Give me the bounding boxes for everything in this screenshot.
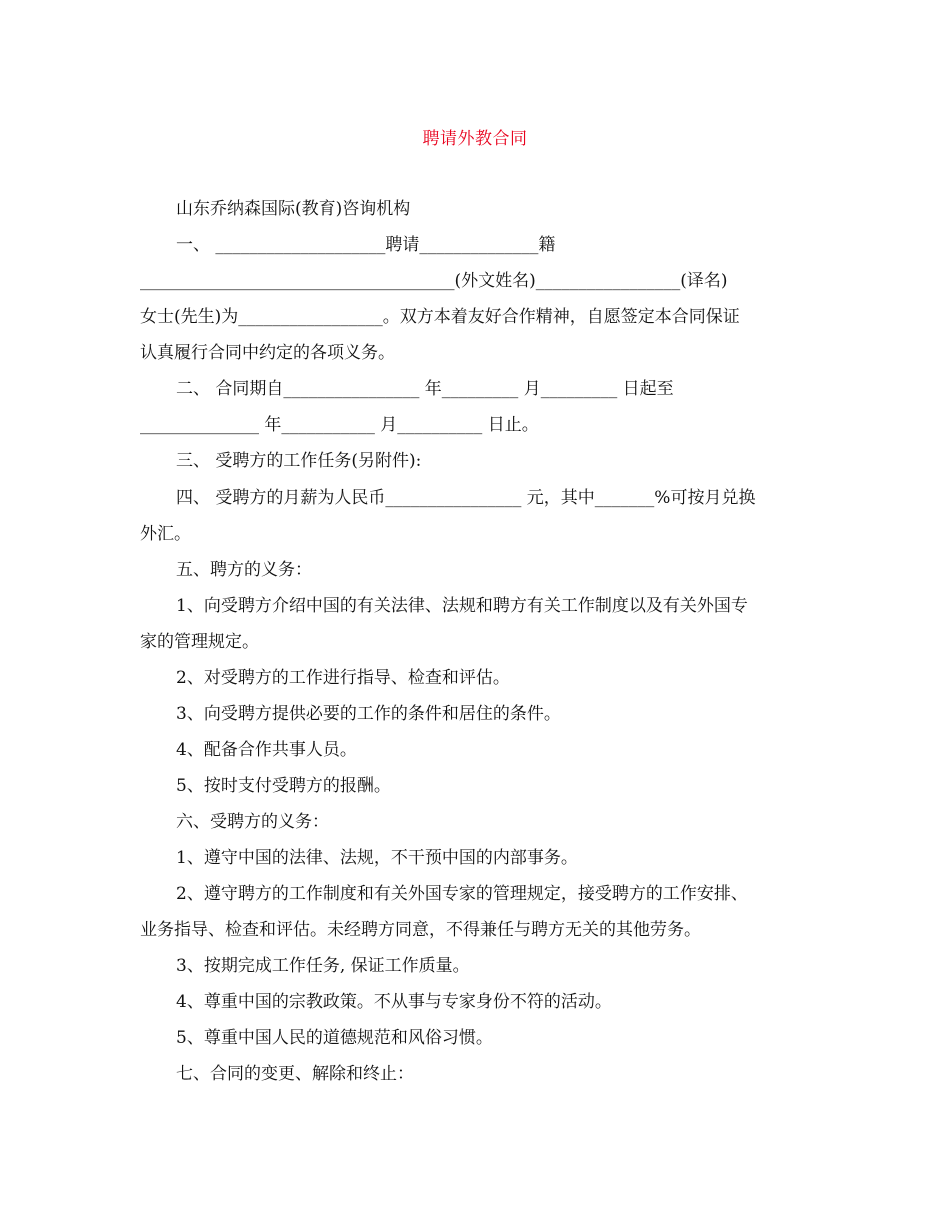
section-7-heading: 七、合同的变更、解除和终止： bbox=[176, 1064, 414, 1084]
section-5-item-5: 5、按时支付受聘方的报酬。 bbox=[176, 776, 391, 796]
clause-1-line-1: 一、 ____________________聘请______________籍 bbox=[176, 235, 556, 255]
section-6-item-2-line-2: 业务指导、检查和评估。未经聘方同意，不得兼任与聘方无关的其他劳务。 bbox=[140, 920, 701, 940]
clause-2-line-2: ______________ 年___________ 月__________ 日止。 bbox=[140, 415, 539, 435]
section-6-item-5: 5、尊重中国人民的道德规范和风俗习惯。 bbox=[176, 1028, 493, 1048]
section-5-item-3: 3、向受聘方提供必要的工作的条件和居住的条件。 bbox=[176, 704, 561, 724]
org-name: 山东乔纳森国际(教育)咨询机构 bbox=[176, 199, 411, 219]
section-6-item-4: 4、尊重中国的宗教政策。不从事与专家身份不符的活动。 bbox=[176, 992, 612, 1012]
section-5-item-1-line-2: 家的管理规定。 bbox=[140, 632, 259, 652]
section-5-item-4: 4、配备合作共事人员。 bbox=[176, 740, 357, 760]
clause-3: 三、 受聘方的工作任务(另附件): bbox=[176, 451, 422, 471]
clause-4-line-2: 外汇。 bbox=[140, 524, 191, 544]
clause-2-line-1: 二、 合同期自________________ 年_________ 月_________ 日起至 bbox=[176, 379, 674, 399]
clause-1-line-2: _____________________________________(外文姓名)_________________(译名) bbox=[140, 271, 728, 291]
section-6-item-3: 3、按期完成工作任务, 保证工作质量。 bbox=[176, 956, 470, 976]
section-6-heading: 六、受聘方的义务： bbox=[176, 812, 329, 832]
document-title: 聘请外教合同 bbox=[422, 129, 528, 149]
clause-1-line-3: 女士(先生)为_________________。双方本着友好合作精神，自愿签定本合同保证 bbox=[140, 307, 740, 327]
section-6-item-2-line-1: 2、遵守聘方的工作制度和有关外国专家的管理规定，接受聘方的工作安排、 bbox=[176, 884, 748, 904]
clause-4-line-1: 四、 受聘方的月薪为人民币________________ 元，其中_______%可按月兑换 bbox=[176, 488, 756, 508]
section-5-heading: 五、聘方的义务： bbox=[176, 560, 312, 580]
section-6-item-1: 1、遵守中国的法律、法规，不干预中国的内部事务。 bbox=[176, 848, 578, 868]
clause-1-line-4: 认真履行合同中约定的各项义务。 bbox=[140, 343, 395, 363]
section-5-item-1-line-1: 1、向受聘方介绍中国的有关法律、法规和聘方有关工作制度以及有关外国专 bbox=[176, 596, 748, 616]
section-5-item-2: 2、对受聘方的工作进行指导、检查和评估。 bbox=[176, 668, 510, 688]
